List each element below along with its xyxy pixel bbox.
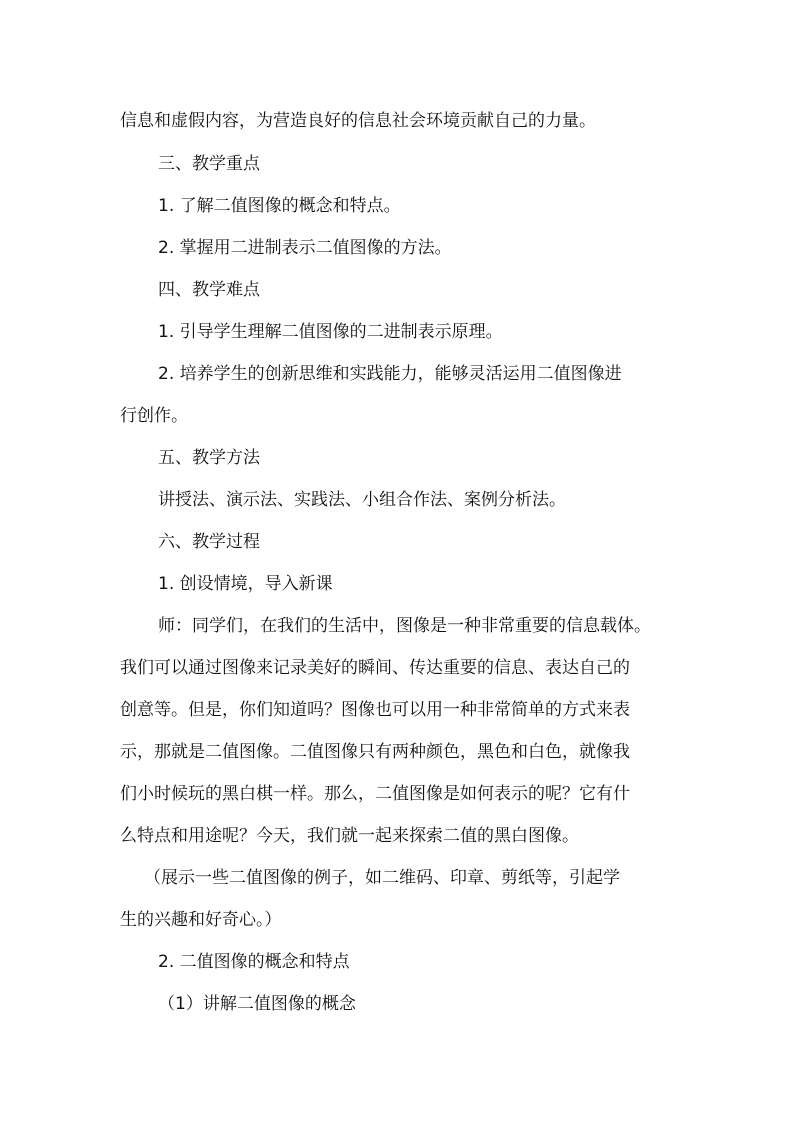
teacher-para-line: 们小时候玩的黑白棋一样。那么，二值图像是如何表示的呢？它有什 [120, 784, 630, 804]
demo-para-line: （展示一些二值图像的例子，如二维码、印章、剪纸等，引起学 [144, 868, 620, 888]
step-1-heading: 1. 创设情境，导入新课 [158, 574, 333, 594]
difficulty-heading: 四、教学难点 [158, 280, 260, 300]
key-points-heading: 三、教学重点 [158, 154, 260, 174]
teacher-para-line: 师：同学们，在我们的生活中，图像是一种非常重要的信息载体。 [158, 616, 651, 636]
teacher-para-line: 么特点和用途呢？今天，我们就一起来探索二值的黑白图像。 [120, 826, 579, 846]
key-point-2: 2. 掌握用二进制表示二值图像的方法。 [158, 238, 452, 258]
demo-para-line: 生的兴趣和好奇心。） [120, 910, 282, 930]
teacher-para-line: 创意等。但是，你们知道吗？图像也可以用一种非常简单的方式来表 [120, 700, 630, 720]
sub-1-heading: （1）讲解二值图像的概念 [158, 994, 356, 1014]
key-point-1: 1. 了解二值图像的概念和特点。 [158, 196, 401, 216]
intro-tail-text: 信息和虚假内容，为营造良好的信息社会环境贡献自己的力量。 [120, 111, 596, 131]
process-heading: 六、教学过程 [158, 532, 260, 552]
teacher-para-line: 我们可以通过图像来记录美好的瞬间、传达重要的信息、表达自己的 [120, 658, 630, 678]
teacher-para-line: 示，那就是二值图像。二值图像只有两种颜色，黑色和白色，就像我 [120, 742, 630, 762]
difficulty-2-line2: 行创作。 [120, 406, 188, 426]
difficulty-2-line1: 2. 培养学生的创新思维和实践能力，能够灵活运用二值图像进 [158, 364, 622, 384]
methods-text: 讲授法、演示法、实践法、小组合作法、案例分析法。 [158, 490, 566, 510]
methods-heading: 五、教学方法 [158, 448, 260, 468]
difficulty-1: 1. 引导学生理解二值图像的二进制表示原理。 [158, 322, 503, 342]
step-2-heading: 2. 二值图像的概念和特点 [158, 952, 350, 972]
